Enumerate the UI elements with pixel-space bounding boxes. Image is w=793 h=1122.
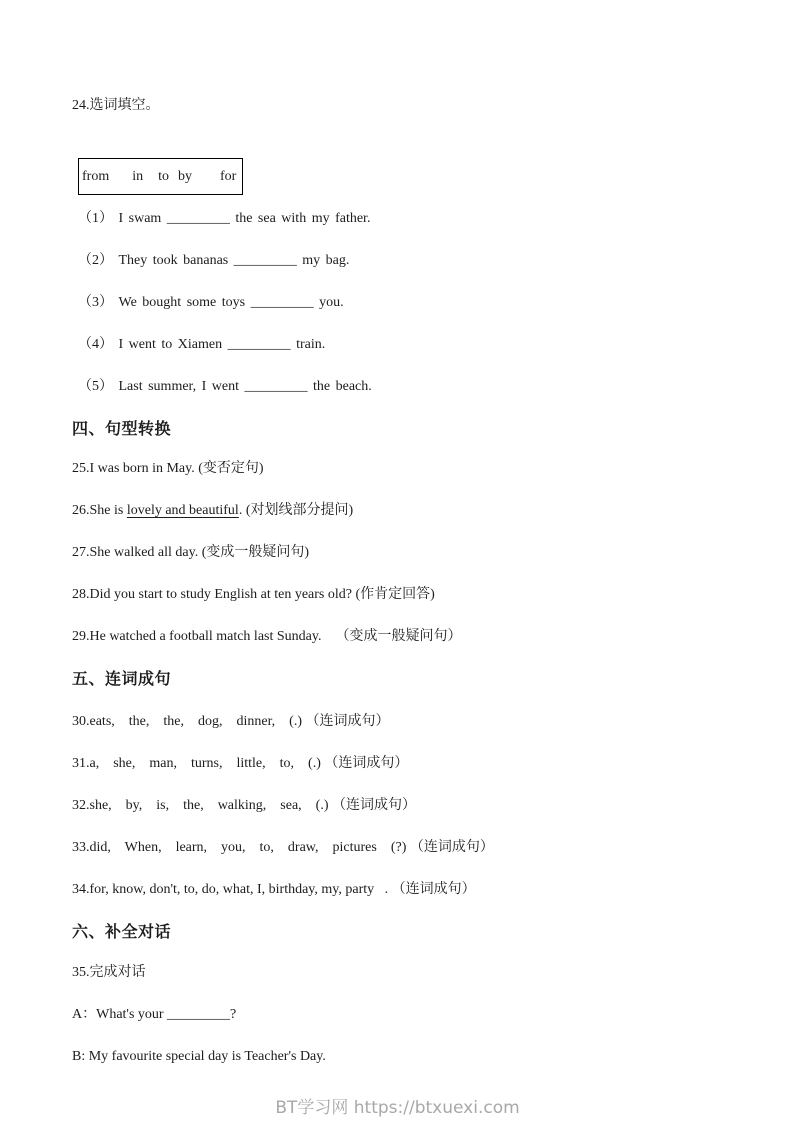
word-bank-word-from: from: [82, 169, 110, 184]
word-bank-word-for: for: [220, 169, 237, 184]
q28: 28.Did you start to study English at ten years old? (作肯定回答): [72, 587, 435, 602]
q27: 27.She walked all day. (变成一般疑问句): [72, 545, 310, 560]
q24-title: 24.选词填空。: [72, 98, 160, 113]
q25: 25.I was born in May. (变否定句): [72, 461, 264, 476]
q26: [72, 501, 723, 520]
word-bank-box: [78, 158, 243, 195]
q31: 31.a, she, man, turns, little, to, (.) （连词成句）: [72, 756, 409, 771]
q30: 30.eats, the, the, dog, dinner, (.) （连词成句）: [72, 714, 390, 729]
q24-item-2: （2） They took bananas _________ my bag.: [78, 253, 350, 268]
q35-title: 35.完成对话: [72, 965, 146, 980]
q24-item-1: （1） I swam _________ the sea with my father.: [78, 211, 371, 226]
section-6-heading: 六、补全对话: [72, 924, 172, 941]
section-4-heading: 四、句型转换: [72, 421, 172, 438]
q33: 33.did, When, learn, you, to, draw, pictures (?) （连词成句）: [72, 840, 494, 855]
word-bank-word-by: by: [178, 169, 192, 184]
site-watermark: BT学习网 https://btxuexi.com: [275, 1098, 520, 1118]
dialog-line-a: A：What's your _________?: [72, 1007, 237, 1022]
q26-underlined-phrase: lovely and beautiful: [126, 503, 239, 518]
q29: 29.He watched a football match last Sunday. （变成一般疑问句）: [72, 629, 462, 644]
q26-prefix: 26.She is: [72, 503, 127, 518]
q24-item-5: （5） Last summer, I went _________ the beach.: [78, 379, 372, 394]
q26-suffix: . (对划线部分提问): [238, 503, 354, 518]
section-5-heading: 五、连词成句: [72, 671, 172, 688]
q24-item-3: （3） We bought some toys _________ you.: [78, 295, 344, 310]
q34: 34.for, know, don't, to, do, what, I, birthday, my, party . （连词成句）: [72, 882, 476, 897]
dialog-line-b: B: My favourite special day is Teacher's Day.: [72, 1049, 326, 1064]
word-bank-word-to: to: [158, 169, 169, 184]
word-bank-word-in: in: [132, 169, 144, 184]
q32: 32.she, by, is, the, walking, sea, (.) （连词成句）: [72, 798, 416, 813]
q24-item-4: （4） I went to Xiamen _________ train.: [78, 337, 326, 352]
